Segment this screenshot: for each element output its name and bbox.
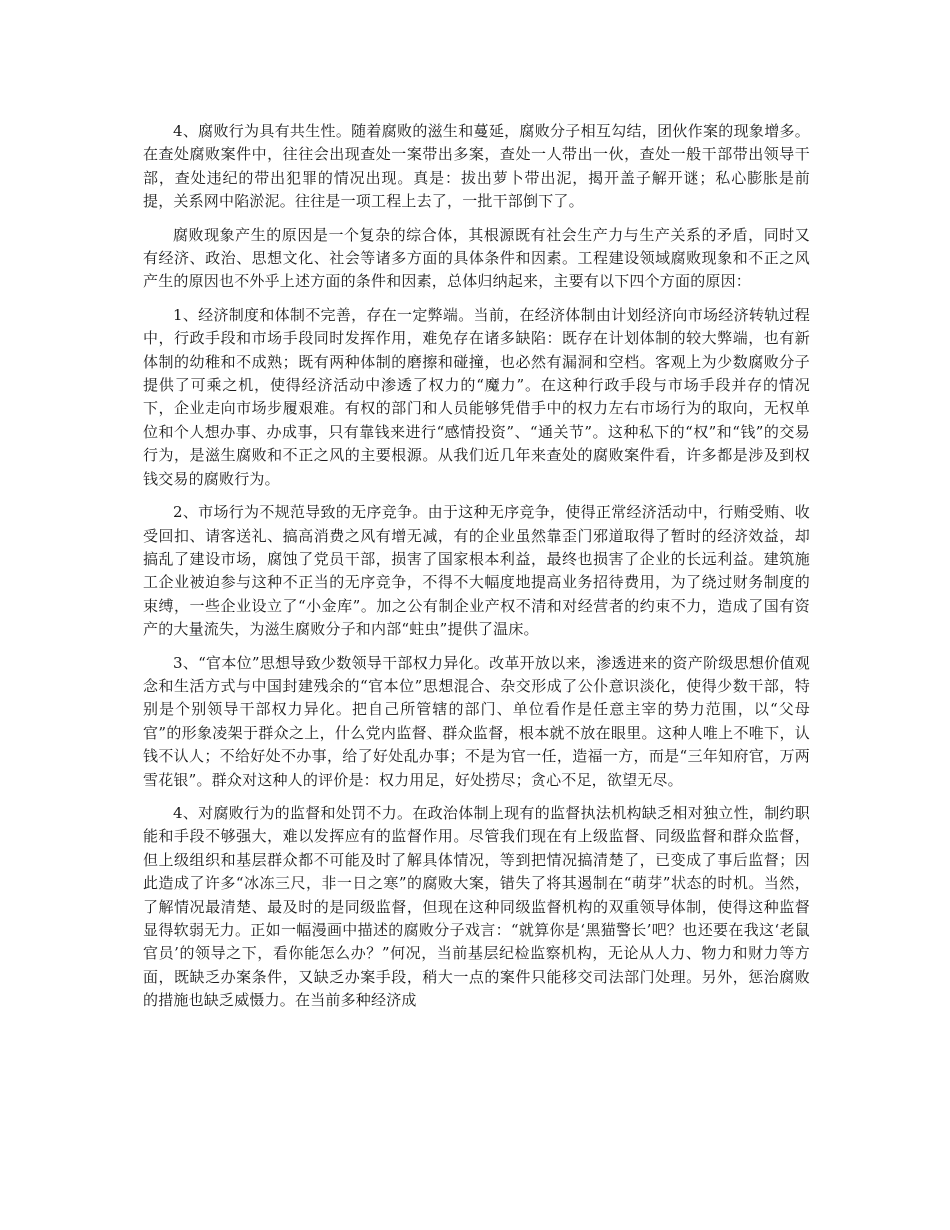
paragraph-causes-intro: 腐败现象产生的原因是一个复杂的综合体，其根源既有社会生产力与生产关系的矛盾，同时又有经济、政治、思想文化、社会等诸多方面的具体条件和因素。工程建设领域腐败现象和不正之风产生的原因也不外乎上述方面的条件和因素，总体归纳起来，主要有以下四个方面的原因： bbox=[143, 225, 810, 291]
paragraph-cause-4: 4、对腐败行为的监督和处罚不力。在政治体制上现有的监督执法机构缺乏相对独立性，制约职能和手段不够强大，难以发挥应有的监督作用。尽管我们现在有上级监督、同级监督和群众监督，但上级组织和基层群众都不可能及时了解具体情况，等到把情况搞清楚了，已变成了事后监督；因此造成了许多“冰冻三尺，非一日之寒”的腐败大案，错失了将其遏制在“萌芽”状态的时机。当然，了解情况最清楚、最及时的是同级监督，但现在这种同级监督机构的双重领导体制，使得这种监督显得软弱无力。正如一幅漫画中描述的腐败分子戏言：“就算你是‘黑猫警长’吧？也还要在我这‘老鼠官员’的领导之下，看你能怎么办？”何况，当前基层纪检监察机构，无论从人力、物力和财力等方面，既缺乏办案条件，又缺乏办案手段，稍大一点的案件只能移交司法部门处理。另外，惩治腐败的措施也缺乏威慑力。在当前多种经济成 bbox=[143, 803, 810, 1010]
paragraph-symbiosis: 4、腐败行为具有共生性。随着腐败的滋生和蔓延，腐败分子相互勾结，团伙作案的现象增多。在查处腐败案件中，往往会出现查处一案带出多案，查处一人带出一伙，查处一般干部带出领导干部，查处违纪的带出犯罪的情况出现。真是：拔出萝卜带出泥，揭开盖子解开谜；私心膨胀是前提，关系网中陷淤泥。往往是一项工程上去了，一批干部倒下了。 bbox=[143, 122, 810, 211]
paragraph-cause-3: 3、“官本位”思想导致少数领导干部权力异化。改革开放以来，渗透进来的资产阶级思想价值观念和生活方式与中国封建残余的“官本位”思想混合、杂交形成了公仆意识淡化，使得少数干部，特别是个别领导干部权力异化。把自己所管辖的部门、单位看作是任意主宰的势力范围，以“父母官”的形象凌架于群众之上，什么党内监督、群众监督，根本就不放在眼里。这种人唯上不唯下，认钱不认人；不给好处不办事，给了好处乱办事；不是为官一任，造福一方，而是“三年知府官，万两雪花银”。群众对这种人的评价是：权力用足，好处捞尽；贪心不足，欲望无尽。 bbox=[143, 653, 810, 789]
paragraph-cause-1: 1、经济制度和体制不完善，存在一定弊端。当前，在经济体制由计划经济向市场经济转轨过程中，行政手段和市场手段同时发挥作用，难免存在诸多缺陷：既存在计划体制的较大弊端，也有新体制的幼稚和不成熟；既有两种体制的磨擦和碰撞，也必然有漏洞和空档。客观上为少数腐败分子提供了可乘之机，使得经济活动中渗透了权力的“魔力”。在这种行政手段与市场手段并存的情况下，企业走向市场步履艰难。有权的部门和人员能够凭借手中的权力左右市场行为的取向，无权单位和个人想办事、办成事，只有靠钱来进行“感情投资”、“通关节”。这种私下的“权”和“钱”的交易行为，是滋生腐败和不正之风的主要根源。从我们近几年来查处的腐败案件看，许多都是涉及到权钱交易的腐败行为。 bbox=[143, 305, 810, 488]
paragraph-cause-2: 2、市场行为不规范导致的无序竞争。由于这种无序竞争，使得正常经济活动中，行贿受贿、收受回扣、请客送礼、搞高消费之风有增无减，有的企业虽然靠歪门邪道取得了暂时的经济效益，却搞乱了建设市场，腐蚀了党员干部，损害了国家根本利益，最终也损害了企业的长远利益。建筑施工企业被迫参与这种不正当的无序竞争，不得不大幅度地提高业务招待费用，为了绕过财务制度的束缚，一些企业设立了“小金库”。加之公有制企业产权不清和对经营者的约束不力，造成了国有资产的大量流失，为滋生腐败分子和内部“蛀虫”提供了温床。 bbox=[143, 503, 810, 639]
document-body bbox=[143, 120, 810, 1023]
